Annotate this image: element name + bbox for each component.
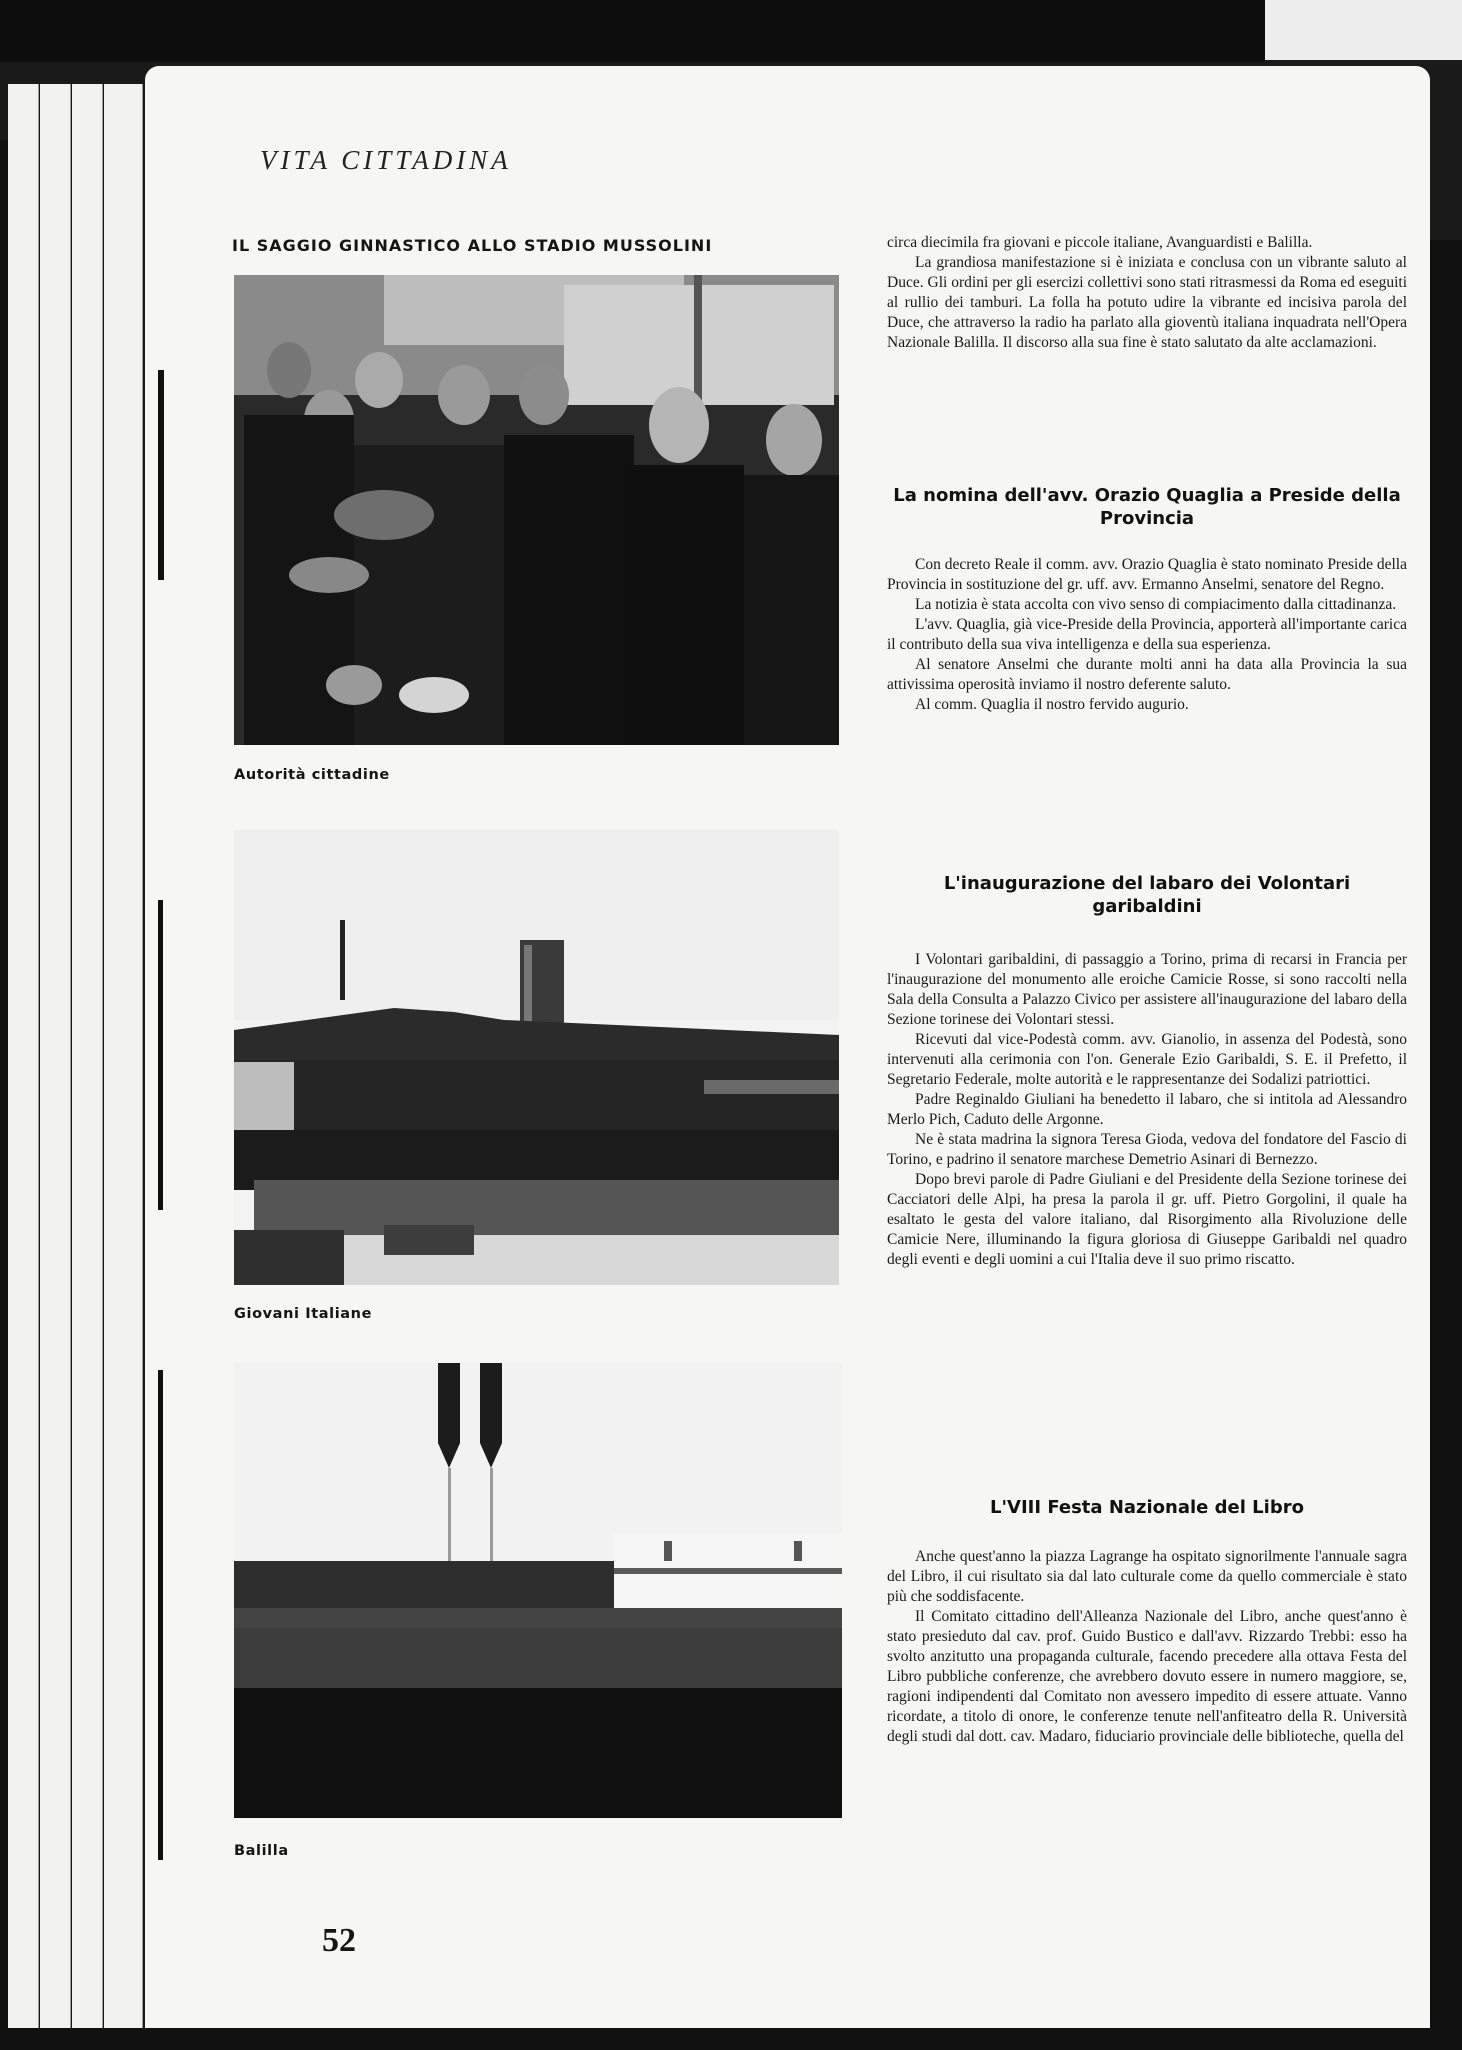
page-edge [40,84,71,2050]
paragraph: La notizia è stata accolta con vivo senso di compiacimento dalla cittadinanza. [915,596,1397,613]
stadium-photo-icon [234,830,839,1285]
page-edge [8,84,39,2050]
photo-authorities [234,275,839,745]
article-body [887,1547,1407,1747]
paragraph: Ricevuti dal vice-Podestà comm. avv. Gianolio, in assenza del Podestà, sono intervenuti alla cerimonia con l'on. Generale Ezio Garibaldi, S. E. il Prefetto, il Segretario Federale, molte autorità e le rappresentanze dei Sodalizi patriottici. [887,1031,1407,1088]
margin-mark [158,900,163,1210]
paragraph: Con decreto Reale il comm. avv. Orazio Quaglia è stato nominato Preside della Provincia in sostituzione del gr. uff. avv. Ermanno Anselmi, senatore del Regno. [887,556,1407,593]
article-body [887,950,1407,1270]
paragraph: L'avv. Quaglia, già vice-Preside della Provincia, apporterà all'importante carica il contributo della sua viva intelligenza e della sua esperienza. [887,616,1407,653]
paragraph: I Volontari garibaldini, di passaggio a Torino, prima di recarsi in Francia per l'inaugurazione del monumento alle eroiche Camicie Rosse, si sono raccolti nella Sala della Consulta a Palazzo Civico per assistere all'inaugurazione del labaro della Sezione torinese dei Volontari stessi. [887,951,1407,1028]
scan-corner [1265,0,1462,60]
intro-text [887,233,1407,353]
margin-mark [158,370,164,580]
photo-caption: Giovani Italiane [234,1306,373,1322]
photo-caption: Autorità cittadine [234,767,390,783]
paragraph: circa diecimila fra giovani e piccole italiane, Avanguardisti e Balilla. [887,234,1313,251]
article-body [887,555,1407,715]
paragraph: Al senatore Anselmi che durante molti anni ha data alla Provincia la sua attivissima operosità inviamo il nostro deferente saluto. [887,656,1407,693]
scan-border-right [1430,240,1462,2050]
paragraph: Ne è stata madrina la signora Teresa Gioda, vedova del fondatore del Fascio di Torino, e padrino il senatore marchese Demetrio Asinari di Bernezzo. [887,1131,1407,1168]
article-headline: La nomina dell'avv. Orazio Quaglia a Preside della Provincia [893,485,1401,529]
crowd-photo-icon [234,275,839,745]
parade-photo-icon [234,1363,842,1818]
photo-stadium [234,830,839,1285]
photo-parade [234,1363,842,1818]
article-title: IL SAGGIO GINNASTICO ALLO STADIO MUSSOLINI [232,236,713,255]
scan-border-bottom [0,2028,1462,2050]
photo-caption: Balilla [234,1843,289,1859]
article-headline: L'inaugurazione del labaro dei Volontari garibaldini [943,873,1351,917]
page-edge [72,84,103,2050]
paragraph: Dopo brevi parole di Padre Giuliani e del Presidente della Sezione torinese dei Cacciatori delle Alpi, ha presa la parola il gr. uff. Pietro Gorgolini, il quale ha esaltato le gesta del valore italiano, dal Risorgimento alla Rivoluzione delle Camicie Nere, illuminando la figura gloriosa di Giuseppe Garibaldi nel quadro degli eventi e degli uomini a cui l'Italia deve il suo primo riscatto. [887,1171,1407,1268]
paragraph: Padre Reginaldo Giuliani ha benedetto il labaro, che si intitola ad Alessandro Merlo Pich, Caduto delle Argonne. [887,1091,1407,1128]
paragraph: La grandiosa manifestazione si è iniziata e conclusa con un vibrante saluto al Duce. Gli ordini per gli esercizi collettivi sono stati ritrasmessi da Roma ed eseguiti al rullio dei tamburi. La folla ha potuto udire la vibrante ed incisiva parola del Duce, che attraverso la radio ha parlato alla gioventù italiana inquadrata nell'Opera Nazionale Balilla. Il discorso alla sua fine è stato salutato da alte acclamazioni. [887,254,1407,351]
article-headline: L'VIII Festa Nazionale del Libro [990,1497,1304,1518]
page-number: 52 [322,1922,356,1959]
paragraph: Il Comitato cittadino dell'Alleanza Nazionale del Libro, anche quest'anno è stato presieduto dal cav. prof. Guido Bustico e dall'avv. Rizzardo Trebbi: esso ha svolto anzitutto una propaganda culturale, facendo precedere alla ottava Festa del Libro pubbliche conferenze, che avrebbero dovuto essere in numero maggiore, se, ragioni indipendenti dal Comitato non avessero impedito di essere attuate. Vanno ricordate, a titolo di onore, le conferenze tenute nell'anfiteatro della R. Università degli studi dal dott. cav. Madaro, fiduciario provinciale delle biblioteche, quella del [887,1608,1407,1745]
paragraph: Al comm. Quaglia il nostro fervido augurio. [915,696,1189,713]
paragraph: Anche quest'anno la piazza Lagrange ha ospitato signorilmente l'annuale sagra del Libro, il cui risultato sia dal lato culturale come da quello commerciale è stato più che soddisfacente. [887,1548,1407,1605]
running-head: VITA CITTADINA [260,145,512,175]
binding-shadow [0,140,8,2030]
page-edge [104,84,143,2050]
margin-mark [158,1370,163,1860]
scan-border-top [0,0,1265,62]
